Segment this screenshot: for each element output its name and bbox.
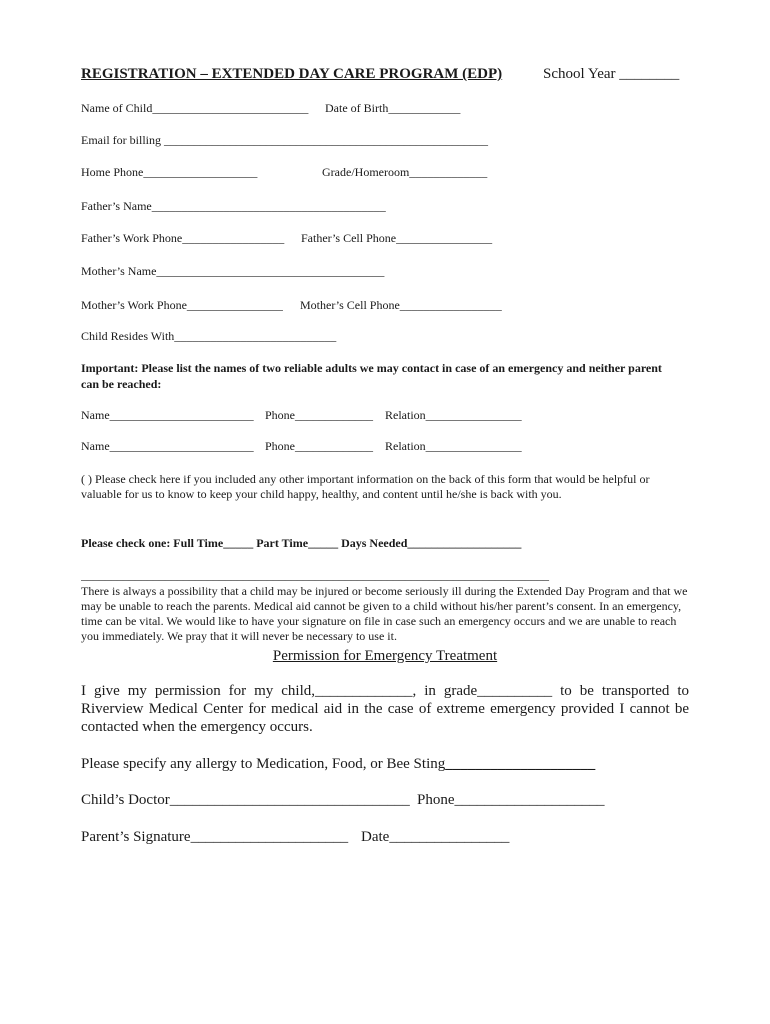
schedule-check-one[interactable]: Please check one: Full Time_____ Part Time_____ Days Needed___________________ xyxy=(81,536,522,550)
mother-work-phone-field[interactable]: Mother’s Work Phone________________ xyxy=(81,298,283,312)
permission-heading: Permission for Emergency Treatment xyxy=(272,648,498,664)
additional-info-checkbox-note[interactable]: ( ) Please check here if you included any other important information on the back of this form that would be helpful or valuable for us to know to keep your child happy, healthy, and content until he/she is back with you. xyxy=(81,472,650,501)
father-work-phone-field[interactable]: Father’s Work Phone_________________ xyxy=(81,231,285,245)
home-phone-field[interactable]: Home Phone___________________ xyxy=(81,165,258,179)
permission-statement[interactable]: I give my permission for my child,_____________, in grade__________ to be transported to Riverview Medical Center for medical aid in the case of extreme emergency provided I cannot be contacted when the emergency occurs. xyxy=(81,683,689,735)
child-name-field[interactable]: Name of Child__________________________ xyxy=(81,101,309,115)
contact-2-name-field[interactable]: Name________________________ xyxy=(81,439,254,453)
date-of-birth-field[interactable]: Date of Birth____________ xyxy=(325,101,461,115)
mother-name-field[interactable]: Mother’s Name______________________________________ xyxy=(81,264,385,278)
allergy-field[interactable] xyxy=(81,756,595,773)
child-doctor-field[interactable]: Child’s Doctor________________________________ xyxy=(81,792,410,808)
consent-paragraph: There is always a possibility that a child may be injured or become seriously ill during the Extended Day Program and that we may be unable to reach the parents. Medical aid cannot be given to a child without his/her parent’s consent. In an emergency, time can be vital. We would like to have your signature on file in case such an emergency occurs and we are unable to reach you immediately. We pray that it will never be necessary to use it. xyxy=(81,584,688,643)
allergy-label: Please specify any allergy to Medication, Food, or Bee Sting xyxy=(81,756,446,772)
allergy-blank[interactable]: ____________________ xyxy=(445,756,596,772)
parent-signature-field[interactable]: Parent’s Signature_____________________ xyxy=(81,829,349,845)
child-resides-with-field[interactable]: Child Resides With___________________________ xyxy=(81,329,337,343)
form-title: REGISTRATION – EXTENDED DAY CARE PROGRAM (EDP) xyxy=(81,66,503,82)
signature-date-field[interactable]: Date________________ xyxy=(361,829,510,845)
email-billing-field[interactable]: Email for billing ______________________________________________________ xyxy=(81,133,488,147)
father-name-field[interactable]: Father’s Name_______________________________________ xyxy=(81,199,386,213)
divider-line: ______________________________________________________________________________ xyxy=(81,568,549,582)
contact-1-phone-field[interactable]: Phone_____________ xyxy=(265,408,373,422)
mother-cell-phone-field[interactable]: Mother’s Cell Phone_________________ xyxy=(300,298,502,312)
important-note: Important: Please list the names of two reliable adults we may contact in case of an emergency and neither parent can be reached: xyxy=(81,361,662,391)
contact-1-relation-field[interactable]: Relation________________ xyxy=(385,408,522,422)
contact-2-relation-field[interactable]: Relation________________ xyxy=(385,439,522,453)
school-year-field[interactable]: School Year ________ xyxy=(543,66,680,82)
grade-homeroom-field[interactable]: Grade/Homeroom_____________ xyxy=(322,165,488,179)
contact-2-phone-field[interactable]: Phone_____________ xyxy=(265,439,373,453)
doctor-phone-field[interactable]: Phone____________________ xyxy=(417,792,605,808)
father-cell-phone-field[interactable]: Father’s Cell Phone________________ xyxy=(301,231,493,245)
contact-1-name-field[interactable]: Name________________________ xyxy=(81,408,254,422)
